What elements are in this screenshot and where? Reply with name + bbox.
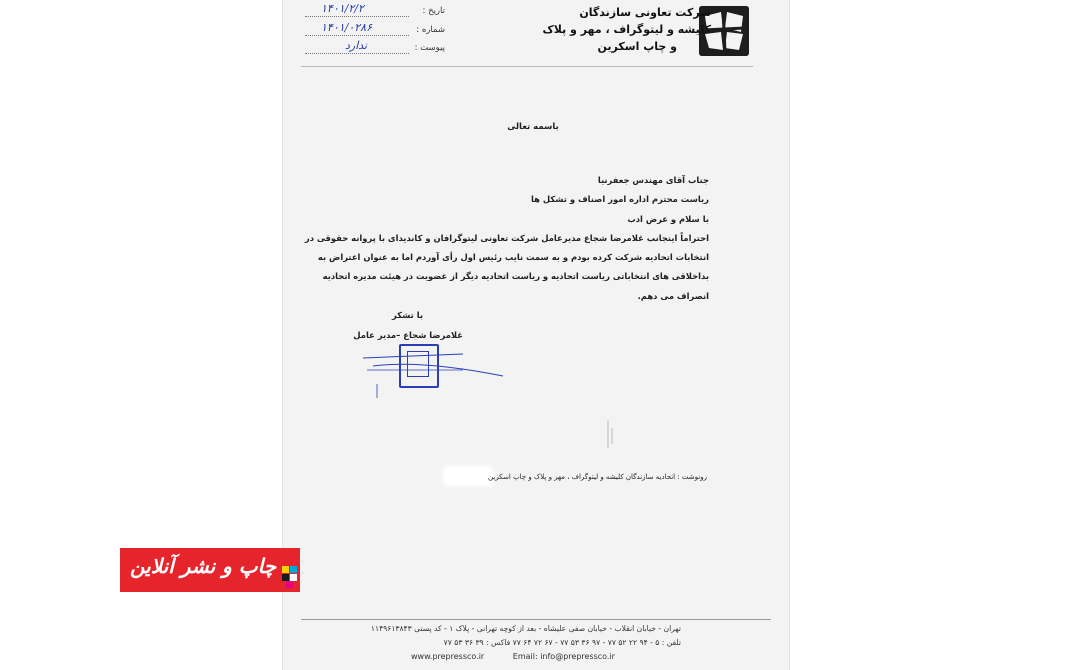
date-line bbox=[305, 16, 409, 17]
footer-contacts bbox=[411, 652, 651, 661]
attachment-line bbox=[305, 53, 409, 54]
closing-block bbox=[343, 305, 463, 345]
header-divider bbox=[301, 66, 753, 67]
cc-line: رونوشت : اتحادیه سازندگان کلیشه و لیتوگراف ، مهر و پلاک و چاپ اسکرین bbox=[488, 473, 707, 481]
number-line bbox=[305, 35, 409, 36]
body-line: بداخلاقی های انتخاباتی ریاست اتحادیه و ریاست اتحادیه دیگر از عضویت در هیئت مدیره اتحادیه bbox=[322, 271, 709, 282]
company-name-line2: کلیشه و لیتوگراف ، مهر و پلاک bbox=[542, 23, 711, 36]
invocation: باسمه تعالی bbox=[507, 122, 559, 132]
footer-website: www.prepressco.ir bbox=[411, 652, 485, 661]
footer-divider bbox=[301, 619, 771, 620]
footer-phone: تلفن : ۵ - ۹۴ ۲۲ ۵۲ ۷۷ - ۹۷ ۳۶ ۵۳ ۷۷ - ۶۷ ۷۲ ۶۴ ۷۷ فاکس : ۳۹ ۳۶ ۵۳ ۷۷ bbox=[443, 638, 681, 647]
watermark-logo bbox=[120, 548, 300, 592]
letter-body bbox=[304, 171, 709, 306]
date-field bbox=[305, 4, 445, 20]
date-label: تاریخ : bbox=[422, 6, 445, 16]
company-name-line1: شرکت تعاونی سازندگان bbox=[579, 6, 711, 19]
body-line: ریاست محترم اداره امور اصناف و تشکل ها bbox=[531, 194, 709, 205]
attachment-value: ندارد bbox=[345, 39, 368, 52]
footer-address: تهران - خیابان انقلاب - خیابان صفی علیشاه - بعد از کوچه تهرانی - پلاک ۱ - کد پستی ۱۱۴۹۶۱۳۸۴۳ bbox=[370, 624, 681, 633]
scan-mark-icon bbox=[605, 418, 615, 452]
body-line: جناب آقای مهندس جعفرنیا bbox=[597, 175, 709, 185]
number-field bbox=[305, 23, 445, 39]
date-value: ۱۴۰۱/۲/۲ bbox=[321, 2, 364, 15]
body-line: با سلام و عرض ادب bbox=[627, 213, 709, 224]
stamp-icon bbox=[399, 344, 439, 388]
closing: با تشکر bbox=[392, 310, 423, 320]
number-label: شماره : bbox=[416, 25, 445, 35]
attachment-label: پیوست : bbox=[414, 43, 445, 53]
body-line: احتراماً اینجانب غلامرضا شجاع مدیرعامل شرکت تعاونی لیتوگرافان و کاندیدای با پروانه حقوقی در bbox=[304, 232, 709, 243]
number-value: ۱۴۰۱/۰۲۸۶ bbox=[321, 21, 372, 34]
signatory: غلامرضا شجاع –مدیر عامل bbox=[353, 330, 463, 340]
footer-email: Email: info@prepressco.ir bbox=[512, 652, 615, 661]
watermark-text: چاپ و نشر آنلاین bbox=[129, 554, 277, 578]
attachment-field bbox=[305, 41, 445, 57]
body-line: انصراف می دهم. bbox=[637, 290, 709, 301]
company-name bbox=[541, 4, 711, 55]
letter-page bbox=[282, 0, 790, 670]
body-line: انتخابات اتحادیه شرکت کرده بودم و به سمت نایب رئیس اول رأی آوردم اما به عنوان اعتراض به bbox=[317, 252, 709, 263]
company-name-line3: و چاپ اسکرین bbox=[597, 40, 677, 53]
color-squares-icon bbox=[282, 566, 298, 588]
